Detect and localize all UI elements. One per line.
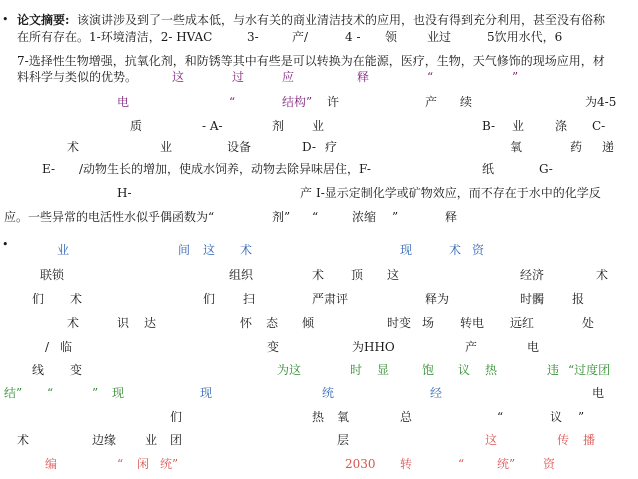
text-fragment: 传 — [557, 433, 570, 447]
text-fragment: 术 — [17, 433, 30, 447]
text-fragment: 产 — [465, 340, 478, 354]
text-fragment: “ — [458, 457, 465, 471]
text-fragment: 药 — [570, 140, 583, 154]
text-fragment: 经 — [430, 386, 443, 400]
abstract-label: 论文摘要: — [17, 13, 70, 27]
text-fragment: 电 — [117, 95, 130, 109]
text-fragment: 团 — [170, 433, 183, 447]
text-fragment: ” — [512, 70, 519, 84]
text-line-10-a: 应。一些异常的电活性水似乎偶函数为“ — [4, 210, 215, 224]
text-fragment: 经济 — [520, 268, 545, 282]
text-line-1: 该演讲涉及到了一些成本低，与水有关的商业清洁技术的应用，也没有得到充分利用，甚至没有俗称 — [77, 13, 606, 27]
bullet-1: • — [2, 13, 9, 26]
text-fragment: 饱 — [422, 363, 435, 377]
text-fragment: 组织 — [229, 268, 254, 282]
text-fragment: 识 — [117, 316, 130, 330]
text-fragment: 议 — [458, 363, 471, 377]
text-fragment: 这 — [203, 243, 216, 257]
text-fragment: E- — [42, 162, 56, 176]
text-fragment: 编 — [45, 457, 58, 471]
text-fragment: 统 — [322, 386, 335, 400]
text-fragment: 释 — [357, 70, 370, 84]
text-fragment: 业 — [145, 433, 158, 447]
text-fragment: 许 — [327, 95, 340, 109]
text-fragment: 倾 — [302, 316, 315, 330]
text-fragment: 热 — [312, 410, 325, 424]
text-fragment: 为4-5 — [585, 95, 617, 109]
text-fragment: 这 — [485, 433, 498, 447]
text-fragment: 层 — [337, 433, 350, 447]
text-fragment: 现 — [200, 386, 213, 400]
text-fragment: 线 — [32, 363, 45, 377]
text-fragment: “ — [312, 210, 319, 224]
text-fragment: 转电 — [460, 316, 485, 330]
text-fragment: 电 — [527, 340, 540, 354]
text-fragment: “ — [427, 70, 434, 84]
text-fragment: 释为 — [425, 292, 450, 306]
text-fragment: 现 — [400, 243, 413, 257]
text-fragment: 术 — [67, 140, 80, 154]
text-fragment: 达 — [144, 316, 157, 330]
text-fragment: 应 — [282, 70, 295, 84]
text-fragment: / — [45, 340, 50, 354]
text-fragment: 严肃评 — [312, 292, 349, 306]
text-fragment: “ — [497, 410, 504, 424]
text-fragment: 产 — [425, 95, 438, 109]
text-fragment: 疗 — [325, 140, 338, 154]
text-fragment: 5饮用水代，6 — [487, 30, 563, 44]
text-fragment: 总 — [400, 410, 413, 424]
text-fragment: 们 — [203, 292, 216, 306]
text-fragment: 剂” — [272, 210, 291, 224]
text-fragment: 闲 — [137, 457, 150, 471]
text-fragment: 2030 — [345, 457, 376, 471]
text-fragment: 业 — [160, 140, 173, 154]
text-fragment: 变 — [70, 363, 83, 377]
text-fragment: 业 — [312, 119, 325, 133]
bullet-2: • — [2, 238, 9, 251]
text-fragment: 间 — [178, 243, 191, 257]
text-fragment: 联锁 — [40, 268, 65, 282]
text-fragment: 术 — [596, 268, 609, 282]
text-fragment: 显 — [377, 363, 390, 377]
text-fragment: 资 — [543, 457, 556, 471]
text-fragment: 术 — [67, 316, 80, 330]
text-fragment: /动物生长的增加，使成水饲养，动物去除异味居住，F- — [79, 162, 371, 176]
text-fragment: 3- — [247, 30, 259, 44]
text-fragment: 统” — [497, 457, 516, 471]
text-fragment: 为这 — [277, 363, 302, 377]
text-fragment: 场 — [422, 316, 435, 330]
text-fragment: 术 — [240, 243, 253, 257]
text-fragment: “ — [47, 386, 54, 400]
text-fragment: 释 — [445, 210, 458, 224]
text-fragment: 们 — [32, 292, 45, 306]
text-fragment: - A- — [202, 119, 223, 133]
text-fragment: 转 — [400, 457, 413, 471]
text-fragment: “过度团 — [568, 363, 611, 377]
text-fragment: “ — [117, 457, 124, 471]
text-fragment: B- — [482, 119, 496, 133]
text-fragment: 扫 — [243, 292, 256, 306]
text-fragment: 涤 — [555, 119, 568, 133]
text-fragment: 处 — [582, 316, 595, 330]
text-fragment: 统” — [160, 457, 179, 471]
text-fragment: 报 — [572, 292, 585, 306]
text-line-3: 7-选择性生物增强，抗氧化剂，和防锈等其中有些是可以转换为在能源，医疗，生物，天气修饰的现场应用，材 — [17, 54, 605, 68]
text-fragment: 术 — [312, 268, 325, 282]
text-fragment: 过 — [232, 70, 245, 84]
text-fragment: 4 - — [345, 30, 361, 44]
text-fragment: 边缘 — [92, 433, 117, 447]
text-fragment: 现 — [112, 386, 125, 400]
text-fragment: 资 — [472, 243, 485, 257]
text-fragment: 产 — [300, 186, 313, 200]
text-fragment: 态 — [266, 316, 279, 330]
text-fragment: C- — [592, 119, 606, 133]
text-fragment: 剂 — [272, 119, 285, 133]
text-fragment: D- — [302, 140, 316, 154]
text-fragment: “ — [229, 95, 236, 109]
text-line-4-a: 料科学与类似的优势。 — [17, 70, 138, 84]
text-fragment: 顶 — [351, 268, 364, 282]
text-fragment: 热 — [485, 363, 498, 377]
text-fragment: 浓缩 — [352, 210, 377, 224]
text-fragment: 业 — [512, 119, 525, 133]
text-fragment: 违 — [547, 363, 560, 377]
text-fragment: 时髑 — [520, 292, 545, 306]
text-fragment: 业 — [57, 243, 70, 257]
text-fragment: 结” — [4, 386, 23, 400]
text-fragment: 术 — [70, 292, 83, 306]
text-fragment: 递 — [602, 140, 615, 154]
text-fragment: 氧 — [337, 410, 350, 424]
text-fragment: ” — [578, 410, 585, 424]
text-fragment: 业过 — [427, 30, 452, 44]
text-fragment: 产/ — [292, 30, 309, 44]
text-fragment: 远红 — [510, 316, 535, 330]
text-fragment: ” — [392, 210, 399, 224]
text-fragment: 变 — [267, 340, 280, 354]
text-fragment: 临 — [60, 340, 73, 354]
text-fragment: 怀 — [240, 316, 253, 330]
text-fragment: 为HHO — [352, 340, 395, 354]
text-fragment: 们 — [170, 410, 183, 424]
text-fragment: ” — [92, 386, 99, 400]
text-fragment: 结构” — [282, 95, 313, 109]
text-fragment: H- — [117, 186, 132, 200]
text-fragment: 设备 — [227, 140, 252, 154]
text-fragment: I-显示定制化学或矿物效应，而不存在于水中的化学反 — [316, 186, 601, 200]
text-fragment: 质 — [130, 119, 143, 133]
text-fragment: 电 — [592, 386, 605, 400]
text-fragment: 续 — [460, 95, 473, 109]
text-fragment: 氧 — [510, 140, 523, 154]
text-fragment: 时变 — [387, 316, 412, 330]
text-fragment: 术 — [449, 243, 462, 257]
text-fragment: 领 — [385, 30, 398, 44]
text-fragment: 纸 — [482, 162, 495, 176]
text-fragment: 议 — [550, 410, 563, 424]
text-fragment: 播 — [583, 433, 596, 447]
text-fragment: 时 — [350, 363, 363, 377]
text-line-2-a: 在所有存在。1-环境清洁，2- HVAC — [17, 30, 213, 44]
text-fragment: 这 — [172, 70, 185, 84]
text-fragment: 这 — [387, 268, 400, 282]
text-fragment: G- — [539, 162, 553, 176]
